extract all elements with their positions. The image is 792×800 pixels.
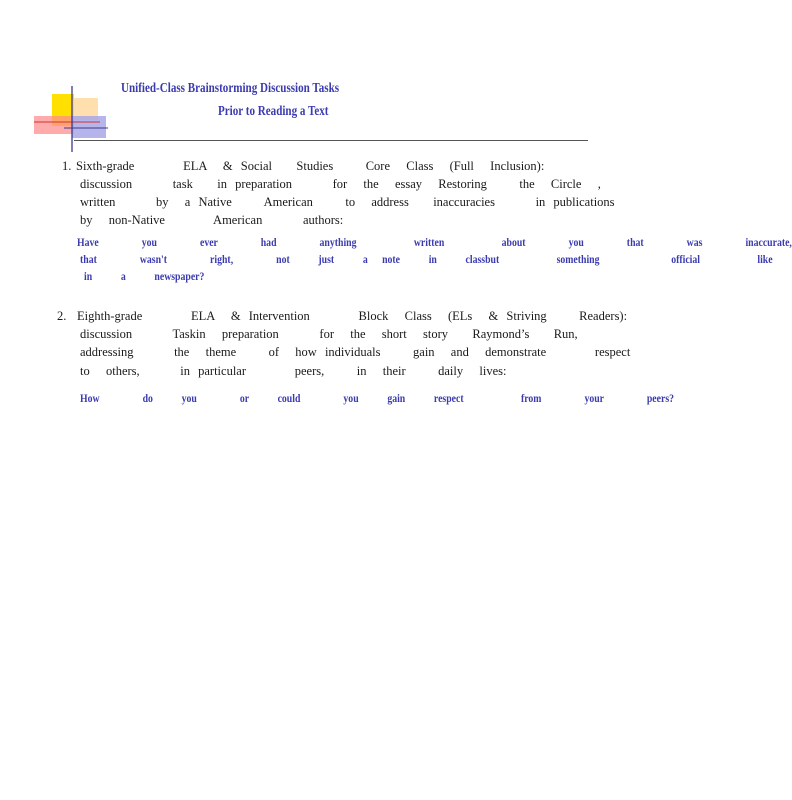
- discussion-question-line: in a newspaper?: [84, 271, 205, 283]
- item-text-line: addressing the theme of how individuals gain and demonstrate respect: [80, 345, 631, 359]
- blue-square: [72, 116, 106, 138]
- item-text-line: by non-Native American authors:: [80, 213, 344, 227]
- red-block: [34, 116, 74, 134]
- item-number: 1.: [62, 159, 72, 173]
- item-text-line: to others, in particular peers, in their daily lives:: [80, 364, 507, 378]
- header-rule: [74, 140, 588, 141]
- title-line-1: Unified-Class Brainstorming Discussion Tasks: [121, 80, 340, 95]
- title-line-2: Prior to Reading a Text: [218, 103, 329, 118]
- decorative-logo: [34, 86, 110, 152]
- discussion-question-line: that wasn't right, not just a note in classbut something official like: [80, 254, 773, 266]
- item-text-line: discussion task in preparation for the essay Restoring the Circle ,: [80, 177, 601, 191]
- discussion-question-line: How do you or could you gain respect from your peers?: [80, 393, 675, 405]
- discussion-question-line: Have you ever had anything written about you that was inaccurate,: [77, 237, 792, 249]
- item-text-line: Eighth-grade ELA & Intervention Block Class (ELs & Striving Readers):: [77, 309, 628, 323]
- item-text-line: discussion Taskin preparation for the short story Raymond’s Run,: [80, 327, 578, 341]
- item-text-line: written by a Native American to address inaccuracies in publications: [80, 195, 615, 209]
- item-text-line: Sixth-grade ELA & Social Studies Core Class (Full Inclusion):: [76, 159, 545, 173]
- item-number: 2.: [57, 309, 67, 323]
